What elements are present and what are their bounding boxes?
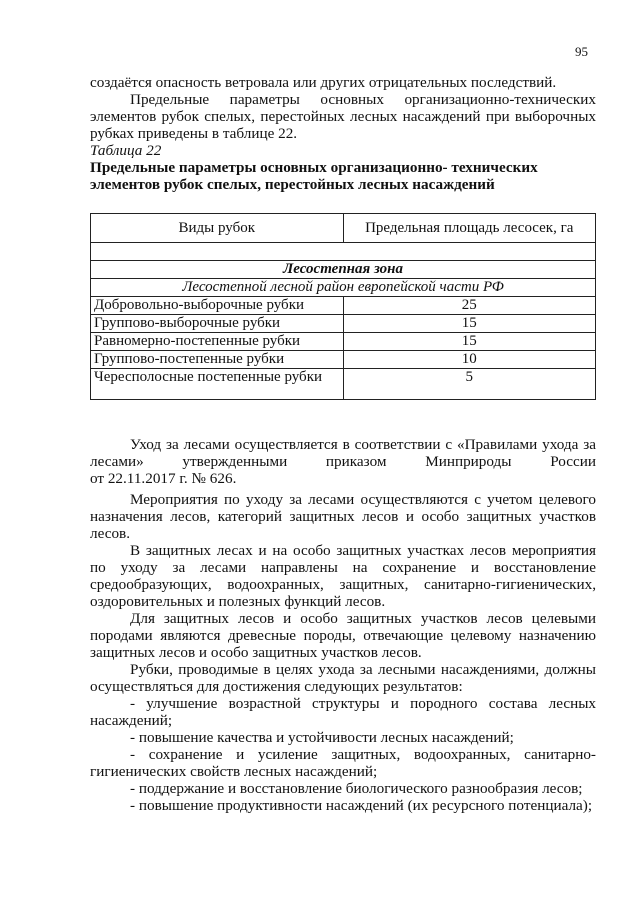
area-cell: 10 (343, 351, 596, 369)
cut-type-cell: Добровольно-выборочные рубки (91, 297, 344, 315)
area-cell: 15 (343, 333, 596, 351)
table-title-line2: элементов рубок спелых, перестойных лесных насаждений (90, 176, 495, 193)
list-item: - повышение продуктивности насаждений (их ресурсного потенциала); (130, 797, 593, 814)
intro-line: создаётся опасность ветровала или других отрицательных последствий. (90, 74, 557, 91)
area-cell: 5 (343, 369, 596, 400)
table-row (91, 315, 596, 333)
cut-type-cell: Равномерно-постепенные рубки (91, 333, 344, 351)
region-cell: Лесостепной лесной район европейской части РФ (91, 279, 596, 297)
word: России (550, 453, 596, 470)
cut-type-cell: Группово-постепенные рубки (91, 351, 344, 369)
header-cell-cut-type: Виды рубок (91, 214, 344, 243)
page-number: 95 (575, 44, 588, 59)
list-item: - улучшение возрастной структуры и породного состава лесных насаждений; (90, 695, 596, 729)
list-item: - поддержание и восстановление биологического разнообразия лесов; (130, 780, 583, 797)
zone-cell: Лесостепная зона (91, 261, 596, 279)
table-header-row (91, 214, 596, 243)
table-row (91, 369, 596, 400)
body-block (90, 436, 596, 814)
intro-block (90, 74, 596, 193)
table-region-row (91, 279, 596, 297)
word: приказом (325, 453, 387, 470)
table-empty-row (91, 243, 596, 261)
paragraph: В защитных лесах и на особо защитных участках лесов мероприятия по уходу за лесами направлены на сохранение и восстановление средообразующих, водоохранных, защитных, санитарно-гигиенических, оздоровительных и полезных функций лесов. (90, 542, 596, 610)
parameters-table (90, 213, 596, 400)
word: утвержденными (182, 453, 288, 470)
cut-type-cell: Группово-выборочные рубки (91, 315, 344, 333)
cut-type-cell: Чересполосные постепенные рубки (91, 369, 344, 400)
empty-cell (91, 243, 596, 261)
table-caption: Таблица 22 (90, 142, 162, 159)
header-cell-area: Предельная площадь лесосек, га (343, 214, 596, 243)
paragraph-line: Уход за лесами осуществляется в соответствии с «Правилами ухода за (130, 436, 596, 453)
table-title-line1: Предельные параметры основных организационно- технических (90, 159, 538, 176)
intro-paragraph: Предельные параметры основных организационно-технических элементов рубок спелых, перестойных лесных насаждений при выборочных рубках приведены в таблице 22. (90, 91, 596, 142)
paragraph-line: от 22.11.2017 г. № 626. (90, 470, 237, 487)
table-row (91, 297, 596, 315)
list-item: - повышение качества и устойчивости лесных насаждений; (130, 729, 514, 746)
area-cell: 15 (343, 315, 596, 333)
table-row (91, 351, 596, 369)
paragraph: Мероприятия по уходу за лесами осуществляются с учетом целевого назначения лесов, категорий защитных лесов и особо защитных участков лесов. (90, 491, 596, 542)
table-row (91, 333, 596, 351)
area-cell: 25 (343, 297, 596, 315)
list-item: - сохранение и усиление защитных, водоохранных, санитарно-гигиенических свойств лесных насаждений; (90, 746, 596, 780)
table-zone-row (91, 261, 596, 279)
paragraph: Рубки, проводимые в целях ухода за лесными насаждениями, должны осуществляться для достижения следующих результатов: (90, 661, 596, 695)
word: лесами» (90, 453, 144, 470)
paragraph-line (90, 453, 596, 470)
word: Минприроды (425, 453, 512, 470)
paragraph: Для защитных лесов и особо защитных участков лесов целевыми породами являются древесные породы, отвечающие целевому назначению защитных лесов и особо защитных участков лесов. (90, 610, 596, 661)
